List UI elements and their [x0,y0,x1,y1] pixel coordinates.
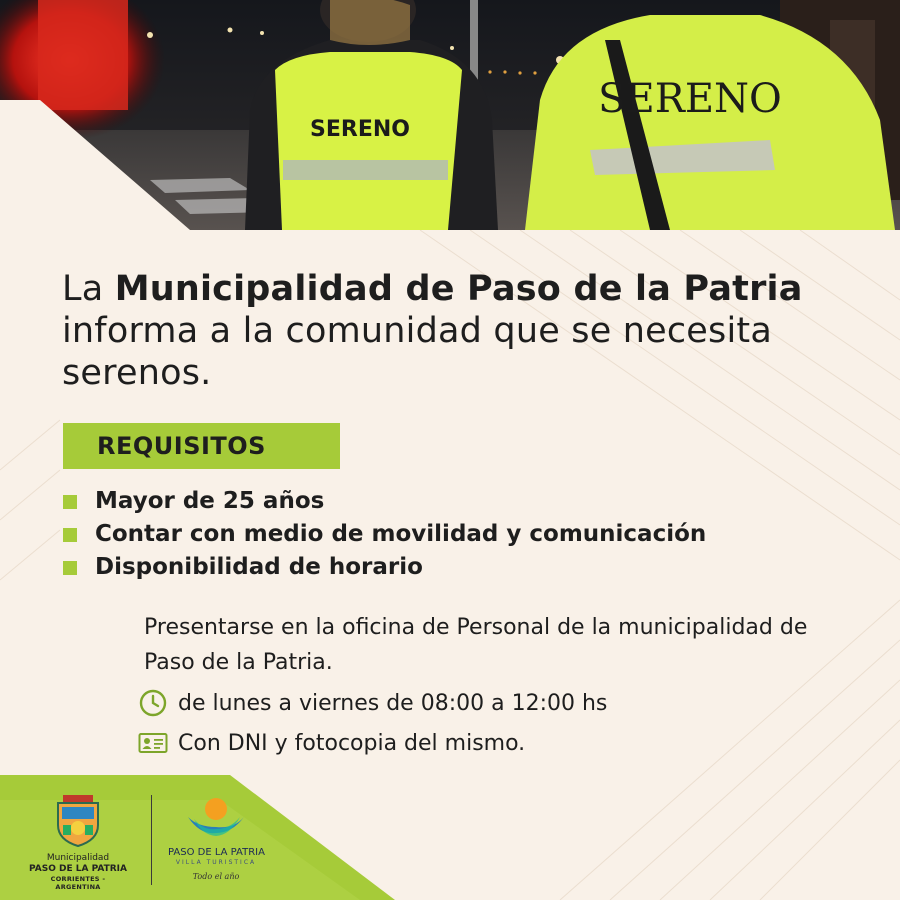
sun-wave-icon [184,795,248,839]
tourism-logo [168,795,264,883]
schedule-text: de lunes a viernes de 08:00 a 12:00 hs [178,690,608,716]
municipality-shield-icon [53,795,103,847]
info-text: Presentarse en la oficina de Personal de la municipalidad de Paso de la Patria. [144,615,808,675]
tourism-slogan: Todo el año [192,872,240,881]
tourism-subtitle: VILLA TURISTICA [175,859,257,866]
list-item: Disponibilidad de horario [63,551,706,584]
vest-text-right: SERENO [598,76,782,122]
headline-bold: Municipalidad de Paso de la Patria [114,269,803,309]
footer-divider [151,795,152,885]
requirements-label: REQUISITOS [97,432,266,460]
headline: La Municipalidad de Paso de la Patria informa a la comunidad que se necesita serenos. [62,269,803,393]
list-item: Contar con medio de movilidad y comunicación [63,518,706,551]
vest-text-left: SERENO [310,117,410,142]
list-item: Mayor de 25 años [63,485,706,518]
documents-text: Con DNI y fotocopia del mismo. [178,730,526,756]
tourism-name: PASO DE LA PATRIA [168,847,265,858]
municipality-logo: Municipalidad PASO DE LA PATRIA CORRIENTES - ARGENTINA [28,795,128,891]
